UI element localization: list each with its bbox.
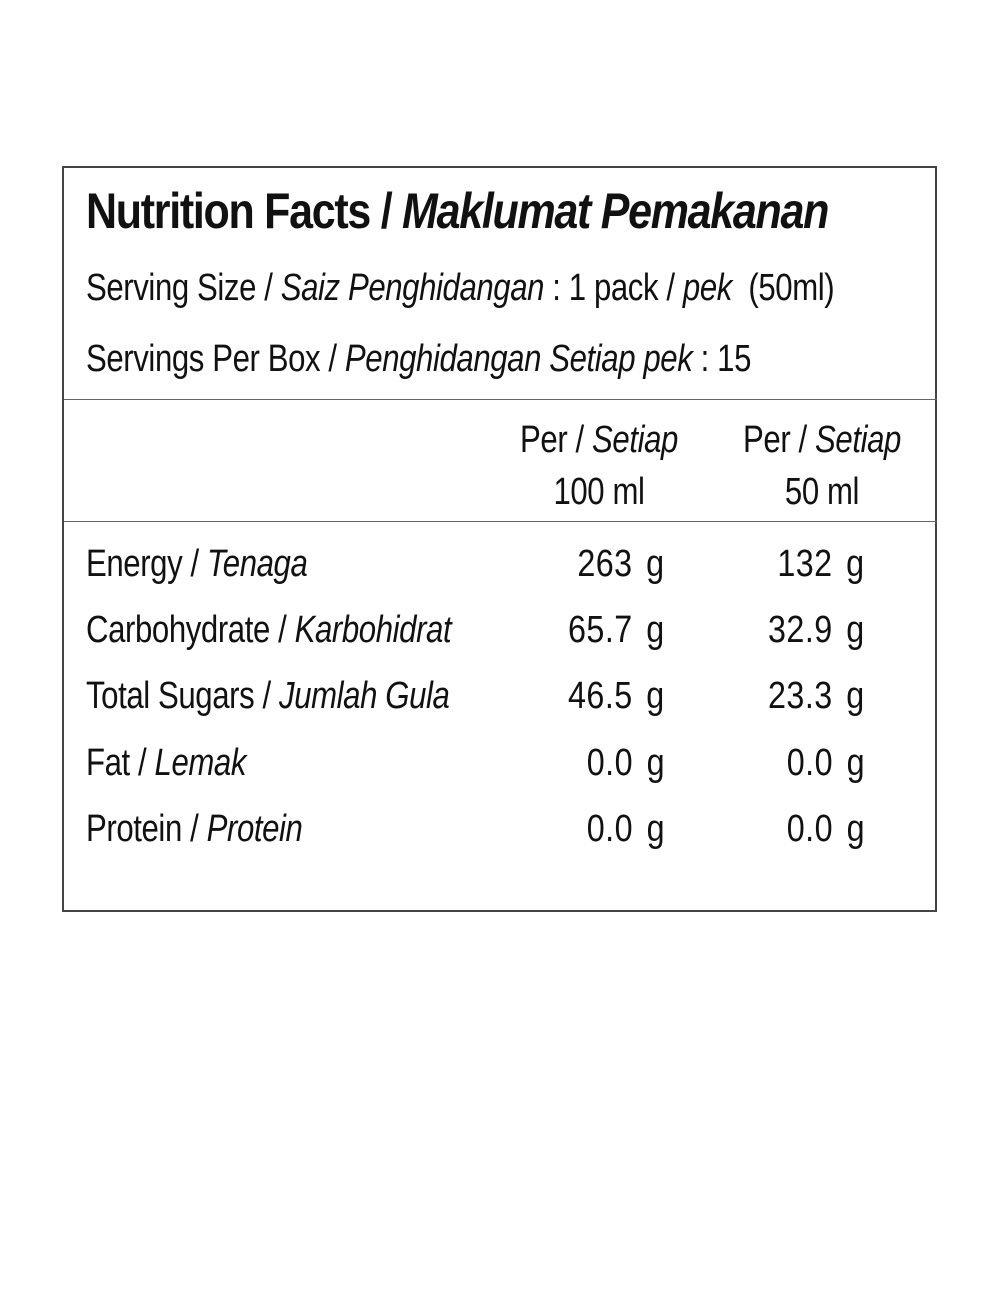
- row-label-ms: Karbohidrat: [294, 609, 452, 651]
- table-row-total-sugars: [64, 675, 937, 735]
- row-label-ms: Tenaga: [207, 543, 308, 585]
- column-header-100ml: [505, 414, 694, 518]
- row-label: [86, 675, 449, 718]
- value-per-100ml: [568, 609, 665, 652]
- value-unit: g: [646, 808, 665, 850]
- serving-size-line: [86, 267, 834, 310]
- value-unit: g: [846, 808, 865, 850]
- row-label-en: Total Sugars /: [86, 675, 280, 717]
- value-number: 46.5: [568, 675, 634, 717]
- column-header-per-en: Per /: [743, 419, 816, 461]
- row-label-ms: Jumlah Gula: [279, 675, 450, 717]
- column-header-amount: 100 ml: [553, 471, 645, 513]
- nutrition-facts-panel: [62, 166, 937, 912]
- row-label: [86, 609, 451, 652]
- value-per-100ml: [587, 808, 665, 851]
- row-label-en: Energy /: [86, 543, 208, 585]
- row-label-ms: Lemak: [154, 742, 247, 784]
- value-unit: g: [646, 543, 665, 585]
- value-unit: g: [846, 675, 865, 717]
- value-unit: g: [846, 609, 865, 651]
- value-per-50ml: [778, 543, 865, 586]
- column-header-per-ms: Setiap: [592, 419, 678, 461]
- table-row-fat: [64, 742, 937, 802]
- table-row-energy: [64, 543, 937, 603]
- divider-header: [64, 521, 937, 522]
- value-number: 23.3: [768, 675, 834, 717]
- value-per-50ml: [787, 742, 865, 785]
- value-unit: g: [646, 742, 665, 784]
- value-per-50ml: [768, 609, 865, 652]
- value-number: 32.9: [768, 609, 834, 651]
- serving-size-label-en: Serving Size /: [86, 267, 281, 309]
- value-number: 0.0: [786, 808, 834, 850]
- row-label-en: Protein /: [86, 808, 207, 850]
- title-english: Nutrition Facts: [86, 183, 371, 239]
- value-per-100ml: [578, 543, 665, 586]
- panel-title: [86, 182, 828, 240]
- value-number: 132: [777, 543, 834, 585]
- servings-per-box-label-ms: Penghidangan Setiap pek: [344, 338, 693, 380]
- value-number: 263: [577, 543, 634, 585]
- value-number: 0.0: [586, 742, 634, 784]
- row-label-ms: Protein: [206, 808, 303, 850]
- servings-per-box-line: [86, 338, 751, 381]
- serving-size-value: : 1 pack /: [544, 267, 683, 309]
- servings-per-box-value: : 15: [692, 338, 751, 380]
- table-row-protein: [64, 808, 937, 868]
- value-number: 0.0: [586, 808, 634, 850]
- value-per-50ml: [787, 808, 865, 851]
- servings-per-box-label-en: Servings Per Box /: [86, 338, 345, 380]
- value-unit: g: [846, 742, 865, 784]
- value-unit: g: [846, 543, 865, 585]
- value-unit: g: [646, 675, 665, 717]
- value-per-50ml: [768, 675, 865, 718]
- column-header-50ml: [728, 414, 917, 518]
- row-label: [86, 742, 246, 785]
- table-row-carbohydrate: [64, 609, 937, 669]
- title-separator: /: [370, 183, 403, 239]
- row-label-en: Carbohydrate /: [86, 609, 295, 651]
- serving-size-unit-ms: pek: [682, 267, 732, 309]
- serving-size-label-ms: Saiz Penghidangan: [280, 267, 545, 309]
- value-number: 65.7: [568, 609, 634, 651]
- column-header-per-ms: Setiap: [815, 419, 901, 461]
- value-per-100ml: [587, 742, 665, 785]
- row-label-en: Fat /: [86, 742, 155, 784]
- column-header-per-en: Per /: [520, 419, 593, 461]
- divider-top: [64, 399, 937, 400]
- title-malay: Maklumat Pemakanan: [402, 183, 829, 239]
- row-label: [86, 543, 307, 586]
- value-unit: g: [646, 609, 665, 651]
- row-label: [86, 808, 302, 851]
- column-header-amount: 50 ml: [784, 471, 860, 513]
- value-number: 0.0: [786, 742, 834, 784]
- value-per-100ml: [568, 675, 665, 718]
- serving-size-volume: (50ml): [731, 267, 835, 309]
